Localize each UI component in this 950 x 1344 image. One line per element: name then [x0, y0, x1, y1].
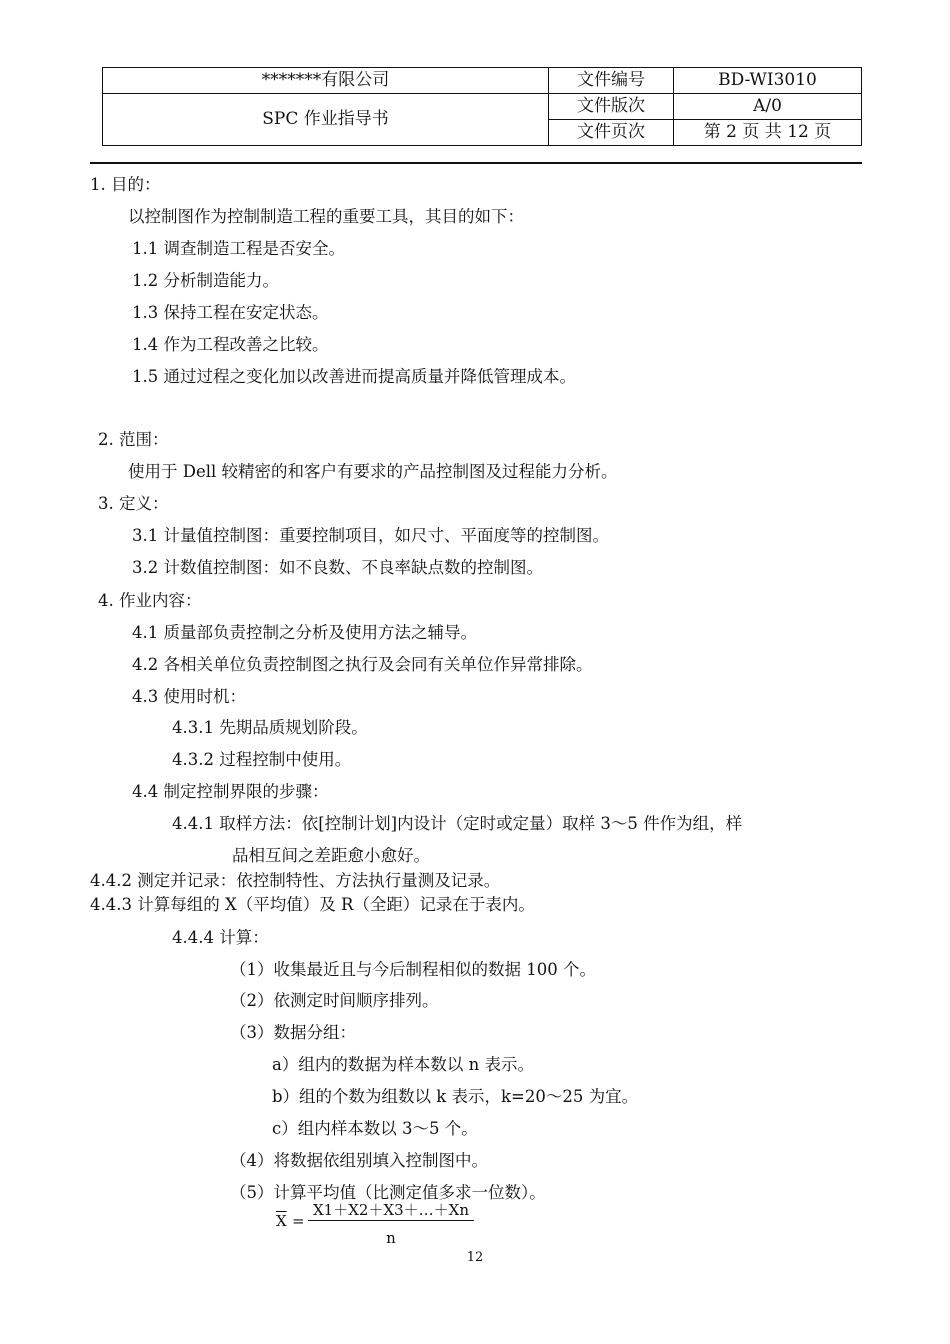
- list-item: 4.4.2 测定并记录：依控制特性、方法执行量测及记录。: [90, 871, 501, 890]
- formula-equals: =: [292, 1212, 305, 1230]
- list-item: 4.3.1 先期品质规划阶段。: [172, 718, 368, 737]
- list-item-continuation: 品相互间之差距愈小愈好。: [232, 846, 430, 865]
- doc-page-value: 第 2 页 共 12 页: [674, 120, 862, 146]
- list-item: 3.2 计数值控制图：如不良数、不良率缺点数的控制图。: [132, 558, 543, 577]
- list-item: （3）数据分组：: [230, 1023, 356, 1042]
- list-item: （5）计算平均值（比测定值多求一位数）。: [230, 1183, 546, 1202]
- document-title: SPC 作业指导书: [103, 94, 549, 146]
- doc-number-value: BD-WI3010: [674, 68, 862, 94]
- paragraph: 使用于 Dell 较精密的和客户有要求的产品控制图及过程能力分析。: [128, 462, 618, 481]
- paragraph: 以控制图作为控制制造工程的重要工具，其目的如下：: [128, 207, 524, 226]
- list-item: 4.4.1 取样方法：依[控制计划]内设计（定时或定量）取样 3～5 件作为组，样: [172, 814, 743, 833]
- section-heading: 1. 目的：: [90, 175, 161, 194]
- header-divider: [90, 162, 862, 164]
- list-item: b）组的个数为组数以 k 表示，k=20～25 为宜。: [272, 1087, 639, 1106]
- list-item: 4.3.2 过程控制中使用。: [172, 750, 352, 769]
- section-heading: 3. 定义：: [98, 494, 169, 513]
- list-item: （2）依测定时间顺序排列。: [230, 991, 439, 1010]
- formula-denominator: n: [386, 1229, 396, 1247]
- list-item: 1.2 分析制造能力。: [132, 271, 279, 290]
- doc-version-label: 文件版次: [549, 94, 674, 120]
- list-item: 4.3 使用时机：: [132, 687, 246, 706]
- list-item: 1.3 保持工程在安定状态。: [132, 303, 329, 322]
- document-header-table: [102, 67, 862, 146]
- list-item: 3.1 计量值控制图：重要控制项目，如尺寸、平面度等的控制图。: [132, 526, 609, 545]
- doc-number-label: 文件编号: [549, 68, 674, 94]
- list-item: 1.5 通过过程之变化加以改善进而提高质量并降低管理成本。: [132, 367, 576, 386]
- doc-version-value: A/0: [674, 94, 862, 120]
- list-item: c）组内样本数以 3～5 个。: [272, 1119, 478, 1138]
- list-item: 4.1 质量部负责控制之分析及使用方法之辅导。: [132, 623, 477, 642]
- list-item: 1.1 调查制造工程是否安全。: [132, 239, 345, 258]
- list-item: 4.4 制定控制界限的步骤：: [132, 782, 329, 801]
- formula-numerator: X1＋X2＋X3＋…＋Xn: [308, 1200, 474, 1221]
- list-item: （4）将数据依组别填入控制图中。: [230, 1151, 488, 1170]
- formula-fraction: [308, 1200, 474, 1249]
- list-item: 4.4.3 计算每组的 X（平均值）及 R（全距）记录在于表内。: [90, 895, 535, 914]
- section-heading: 2. 范围：: [98, 430, 169, 449]
- section-heading: 4. 作业内容：: [98, 591, 202, 610]
- doc-page-label: 文件页次: [549, 120, 674, 146]
- formula-x-bar: $\overline{X}$: [276, 1212, 287, 1230]
- list-item: a）组内的数据为样本数以 n 表示。: [272, 1055, 534, 1074]
- list-item: 4.2 各相关单位负责控制图之执行及会同有关单位作异常排除。: [132, 655, 593, 674]
- list-item: 4.4.4 计算：: [172, 928, 269, 947]
- company-name: *******有限公司: [103, 68, 549, 94]
- list-item: （1）收集最近且与今后制程相似的数据 100 个。: [230, 960, 596, 979]
- page-number: 12: [466, 1250, 484, 1265]
- list-item: 1.4 作为工程改善之比较。: [132, 335, 329, 354]
